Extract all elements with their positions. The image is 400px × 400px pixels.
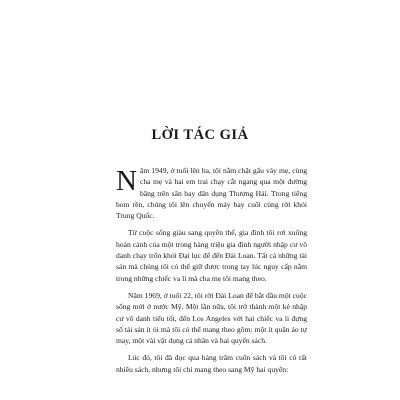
paragraph-2: Từ cuộc sống giàu sang quyền thế, gia đình tôi rơi xuống hoàn cảnh của một trong hàng triệu gia đình người nhập cư vô danh chạy trốn khỏi Đại lục để đến Đài Loan. Tất cả những tài sản mà chúng tôi có thể giữ được trong tay lúc nguy cấp nằm trong những chiếc va li mà cha mẹ tôi mang theo.	[116, 228, 307, 283]
paragraph-3: Năm 1969, ở tuổi 22, tôi rời Đài Loan để bắt đầu một cuộc sống mới ở nước Mỹ. Một lần nữa, tôi trở thành một kẻ nhập cư vô danh tiểu tốt, đến Los Angeles với hai chiếc va li đựng số tài sản ít ỏi mà tôi có thể mang theo gồm: một ít quần áo tự may, một vài vật dụng cá nhân và hai quyển sách.	[116, 290, 307, 346]
paragraph-4: Lúc đó, tôi đã đọc qua hàng trăm cuốn sách và tôi có rất nhiều sách, nhưng tôi chỉ mang theo sang Mỹ hai quyển:	[116, 353, 307, 374]
drop-cap: N	[116, 165, 137, 197]
paragraph-1	[116, 165, 307, 221]
paragraph-1-text: ăm 1949, ở tuổi lên ba, tôi nắm chặt gấu váy mẹ, cùng cha mẹ và hai em trai chạy cắt ngang qua một đường băng trên sân bay dân dụng Thượng Hải. Trong tiếng bom rền, chúng tôi lên chuyến máy bay cuối cùng rời khỏi Trung Quốc.	[116, 166, 307, 221]
body-text	[116, 165, 307, 381]
page-title: LỜI TÁC GIẢ	[151, 127, 249, 143]
